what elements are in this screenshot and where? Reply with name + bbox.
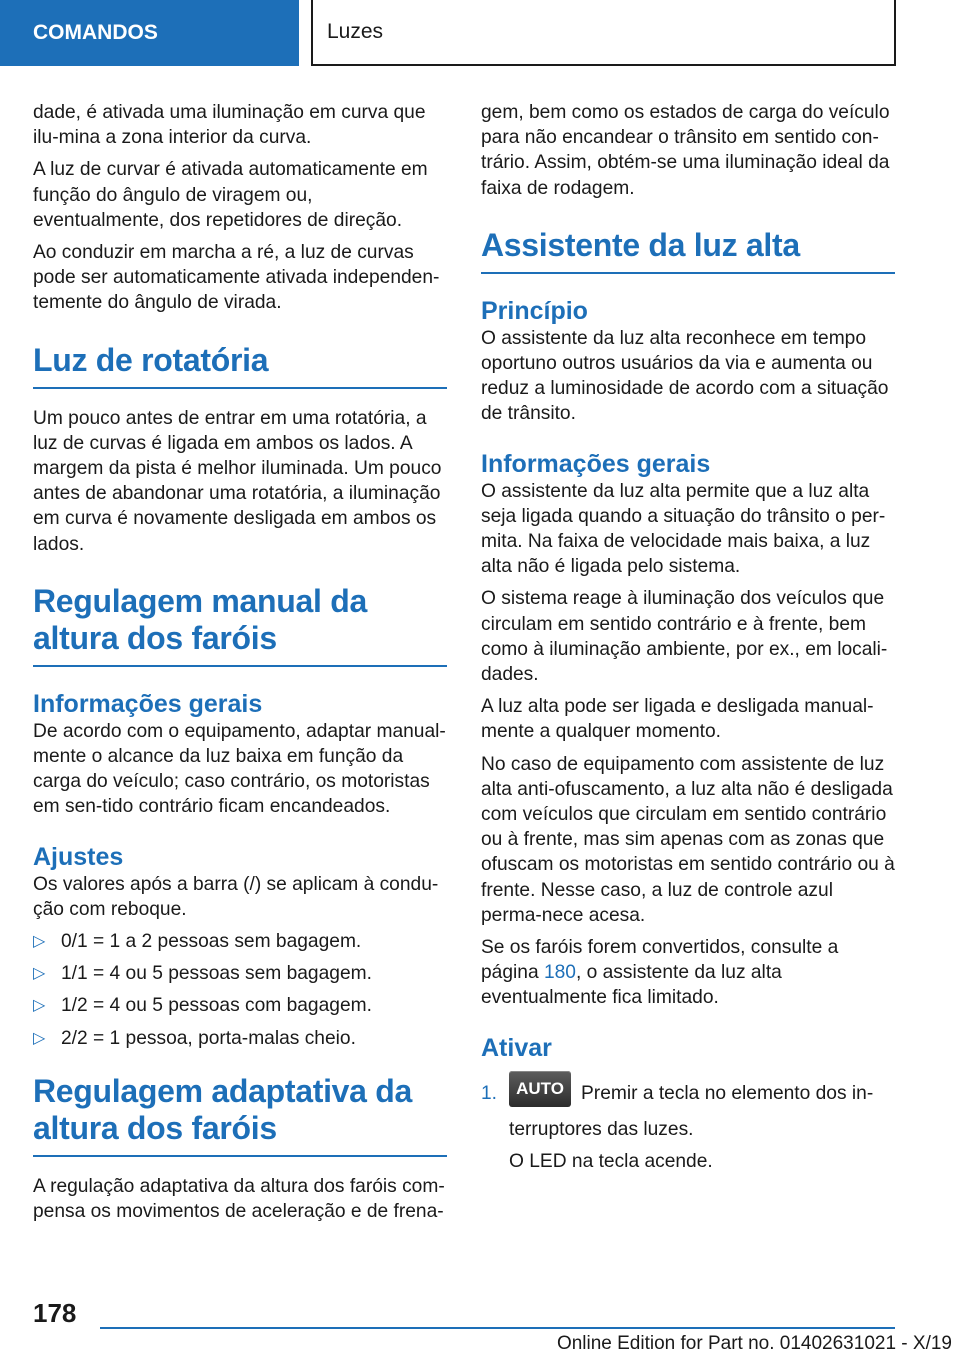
page-reference-link[interactable]: 180 [543,962,576,984]
triangle-bullet-icon: ▷ [33,997,46,1015]
step-note: O LED na tecla acende. [509,1150,713,1172]
left-column [33,100,447,1231]
principio-text: O assistente da luz alta reconhece em tempo oportuno outros usuários da via e aumenta ou reduz a luminosidade de acordo com a situação de trânsito. [481,327,889,425]
manual-general-info-title: Informações gerais [33,689,263,718]
intro-paragraph-2: A luz de curvar é ativada automaticamente em função do ângulo de viragem ou, eventualmente, dos repetidores de direção. [33,159,428,231]
adaptive-height-title: Regulagem adaptativa da altura dos faróis [33,1073,447,1157]
adaptive-height-text: A regulação adaptativa da altura dos faróis com-pensa os movimentos de aceleração e de frena- [33,1175,445,1223]
chapter-label: Luzes [327,20,384,43]
intro-paragraph-3: Ao conduzir em marcha a ré, a luz de curvas pode ser automaticamente ativada independen-temente do ângulo de virada. [33,242,440,314]
intro-paragraph-1: dade, é ativada uma iluminação em curva que ilu-mina a zona interior da curva. [33,102,426,149]
list-item: ▷ 1/1 = 4 ou 5 pessoas sem bagagem. [33,961,447,986]
manual-height-title: Regulagem manual da altura dos faróis [33,583,447,667]
list-item: ▷ 2/2 = 1 pessoa, porta-malas cheio. [33,1026,447,1051]
triangle-bullet-icon: ▷ [33,933,46,951]
activation-step [481,1071,895,1140]
high-beam-assistant-title: Assistente da luz alta [481,227,895,274]
right-column [481,100,895,1174]
auto-button-icon: AUTO [509,1071,571,1107]
ajustes-text: Os valores após a barra (/) se aplicam à condu-ção com reboque. [33,873,439,920]
general-info-paragraph-4: No caso de equipamento com assistente de luz alta anti-ofuscamento, a luz alta não é desligada com veículos que circulam em sentido contrário ou à frente, mas sim apenas com as zonas que ofuscam os motoristas em sentido contrário ou à frente. Nesse caso, a luz de controle azul perma-nece acesa. [481,753,895,926]
step-note-block [481,1149,895,1174]
principio-title: Princípio [481,296,588,325]
triangle-bullet-icon: ▷ [33,965,46,983]
general-info-title: Informações gerais [481,449,711,478]
rotatoria-text: Um pouco antes de entrar em uma rotatória, a luz de curvas é ligada em ambos os lados. A margem da pista é melhor iluminada. Um pouco antes de abandonar uma rotatória, a iluminação em curva é novamente desligada em ambos os lados. [33,407,442,555]
headlight-conversion-note: Se os faróis forem convertidos, consulte a página 180, o assistente da luz alta eventualmente fica limitado. [481,937,839,1009]
edition-footer: Online Edition for Part no. 01402631021 - X/19 [556,1333,952,1354]
triangle-bullet-icon: ▷ [33,1029,46,1047]
ajustes-list [33,929,447,1051]
step-text: Premir a tecla no elemento dos in-terruptores das luzes. [509,1082,874,1140]
manual-general-info-text: De acordo com o equipamento, adaptar manual-mente o alcance da luz baixa em função da carga do veículo; caso contrário, os motoristas em sen-tido contrário ficam encandeados. [33,720,446,818]
rotatoria-title: Luz de rotatória [33,342,447,389]
page-number: 178 [33,1298,77,1328]
chapter-header [311,0,896,66]
ajustes-title: Ajustes [33,842,124,871]
general-info-paragraph-3: A luz alta pode ser ligada e desligada manual-mente a qualquer momento. [481,696,874,743]
general-info-paragraph-2: O sistema reage à iluminação dos veículos que circulam em sentido contrário e à frente, bem como à iluminação ambiente, por ex., em locali-dades. [481,588,888,686]
continued-paragraph: gem, bem como os estados de carga do veículo para não encandear o trânsito em sentido con-trário. Assim, obtém-se uma iluminação ideal da faixa de rodagem. [481,102,890,199]
list-item: ▷ 0/1 = 1 a 2 pessoas sem bagagem. [33,929,447,954]
section-tab [0,0,299,66]
general-info-paragraph-1: O assistente da luz alta permite que a luz alta seja ligada quando a situação do trânsito o per-mita. Na faixa de velocidade mais baixa, a luz alta não é ligada pelo sistema. [481,480,886,578]
list-item: ▷ 1/2 = 4 ou 5 pessoas com bagagem. [33,993,447,1018]
section-label: COMANDOS [33,21,158,44]
step-number: 1. [481,1082,498,1104]
ativar-title: Ativar [481,1033,552,1062]
footer-divider [100,1327,895,1329]
